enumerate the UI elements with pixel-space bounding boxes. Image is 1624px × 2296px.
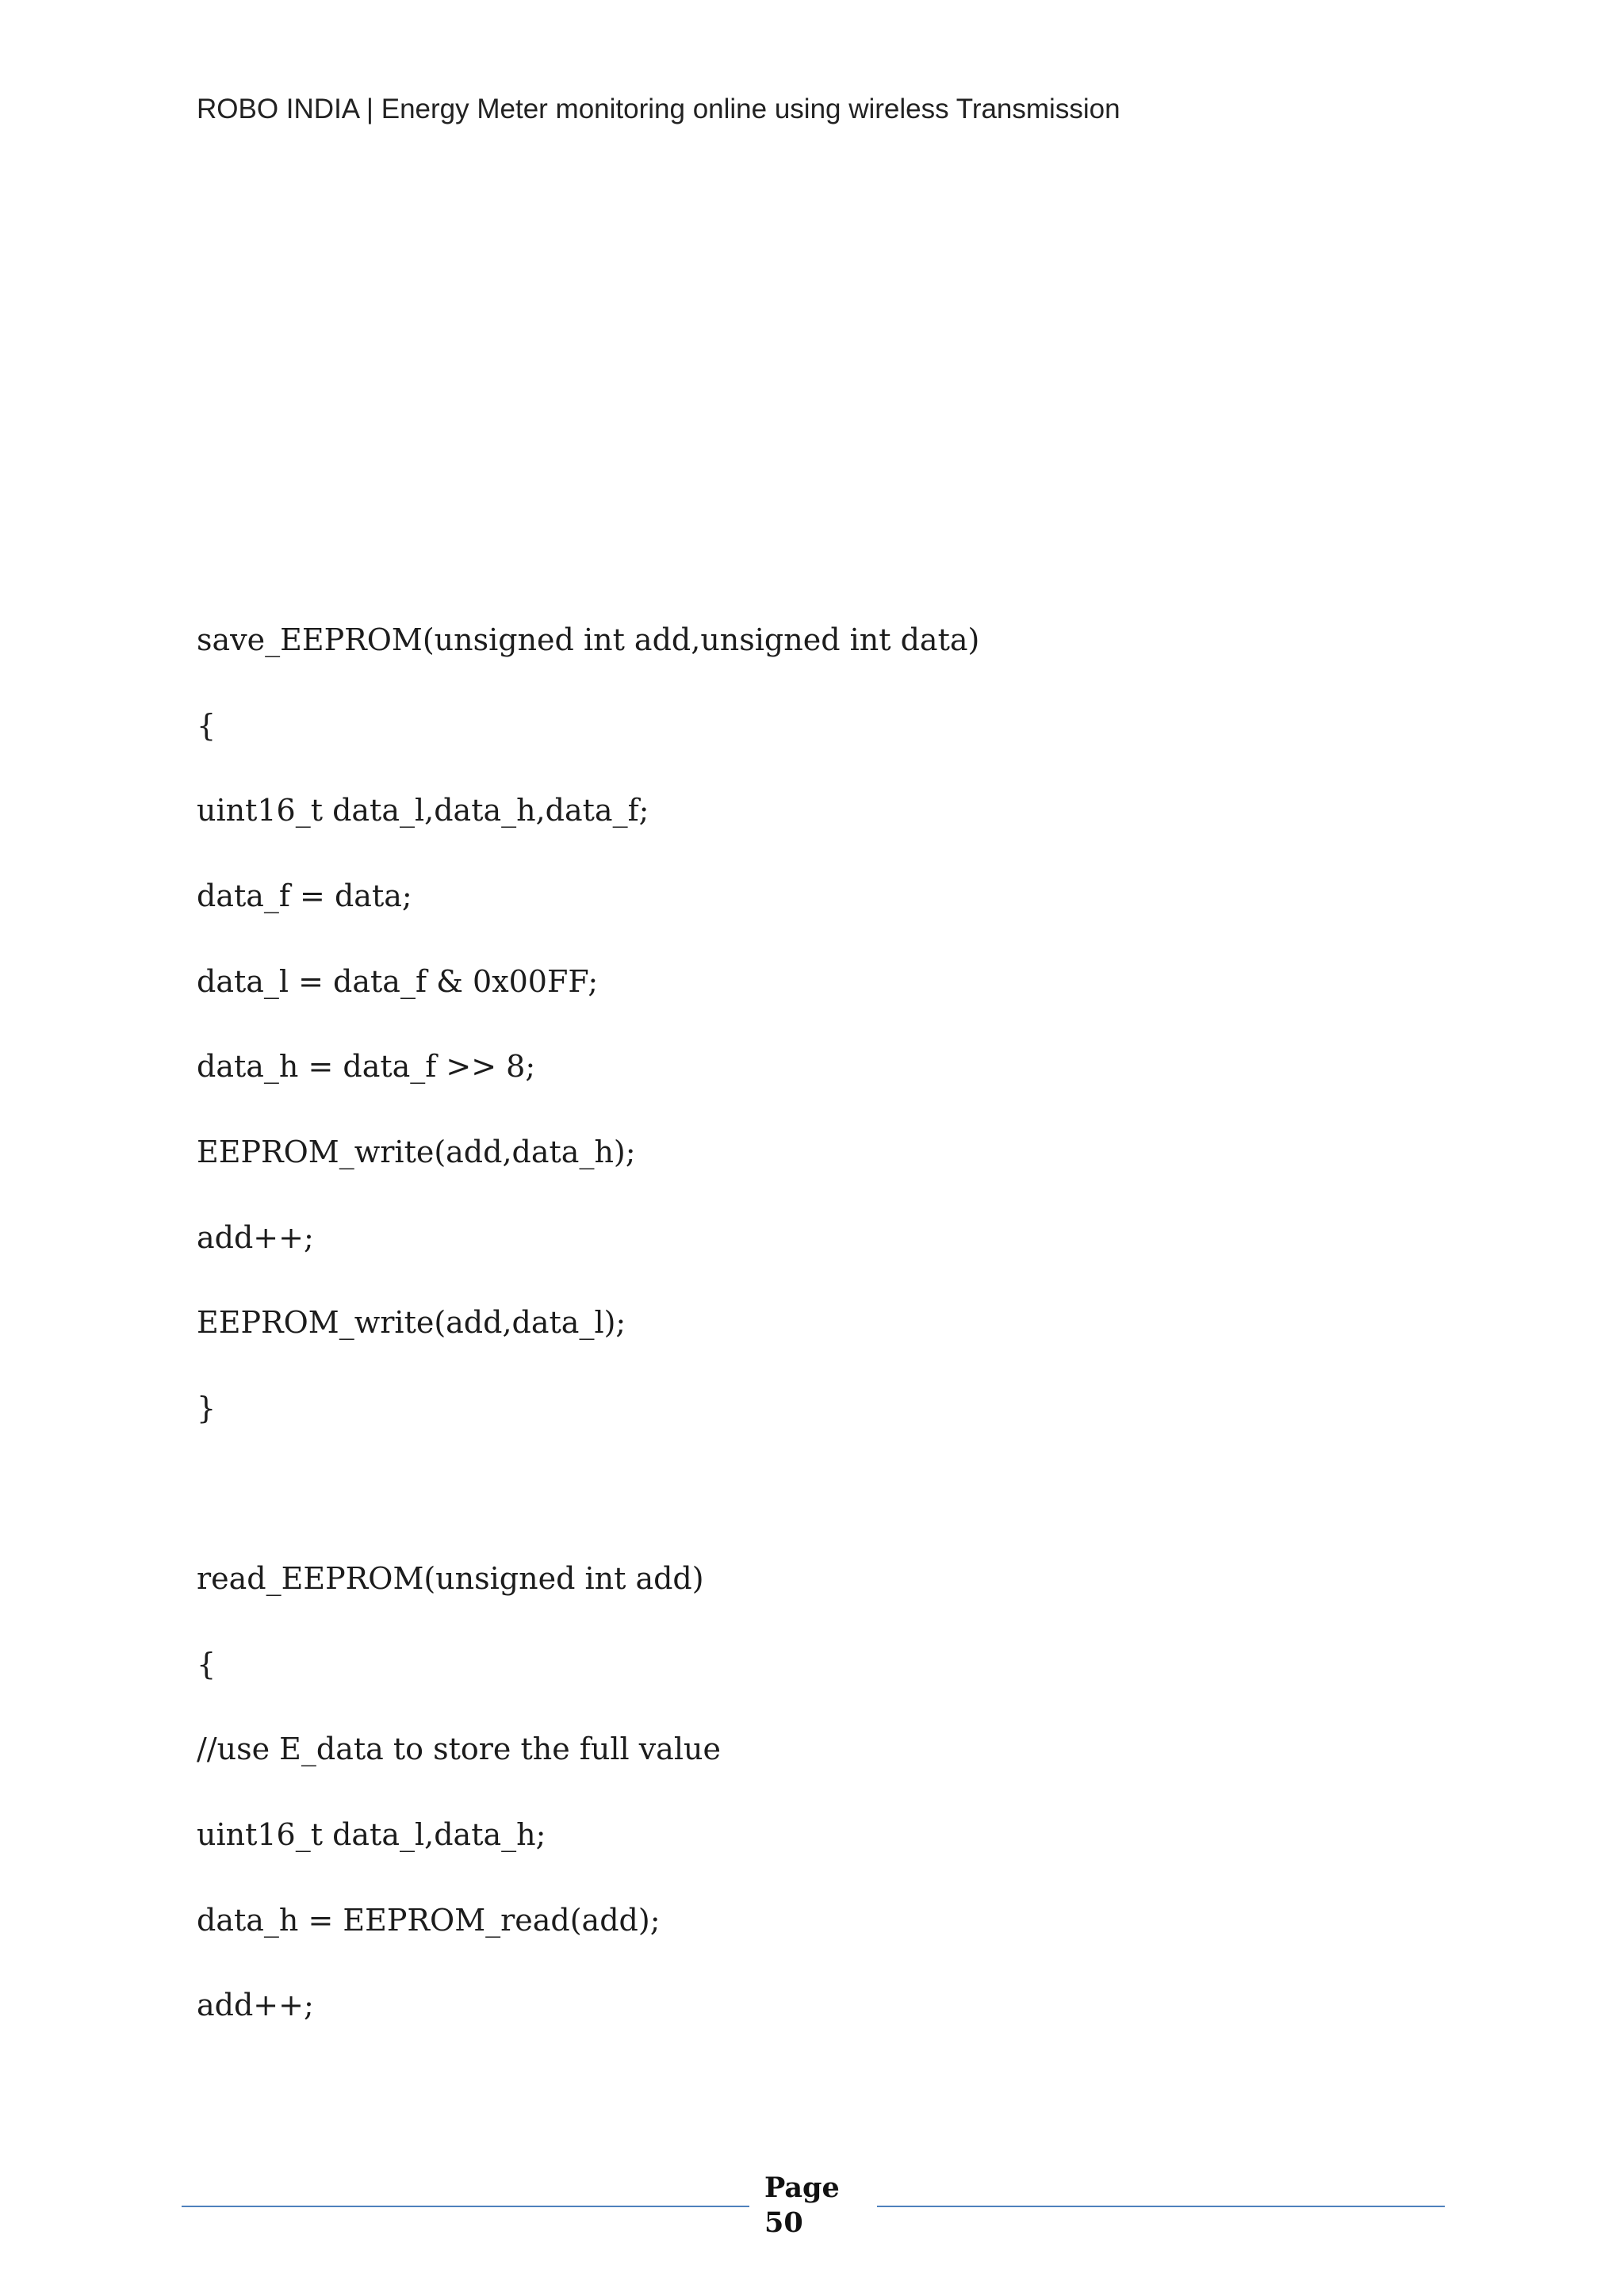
code-line: EEPROM_write(add,data_h); [197,1135,636,1169]
code-line: } [197,1391,216,1425]
code-line: data_l = data_f & 0x00FF; [197,964,599,999]
code-line: data_f = data; [197,878,412,913]
code-line: EEPROM_write(add,data_l); [197,1305,626,1340]
code-line: read_EEPROM(unsigned int add) [197,1561,704,1596]
code-line: add++; [197,1220,314,1255]
code-line: { [197,1647,216,1682]
code-line: data_h = data_f >> 8; [197,1049,536,1084]
page-number-label [764,2171,840,2241]
code-line: add++; [197,1988,314,2022]
page-footer [0,2164,1624,2239]
code-line: //use E_data to store the full value [197,1732,721,1766]
code-line: data_h = EEPROM_read(add); [197,1903,661,1938]
footer-rule-right [877,2206,1445,2207]
code-line: { [197,708,216,743]
page-number: 50 [764,2206,803,2239]
code-line: uint16_t data_l,data_h; [197,1817,546,1852]
running-header: ROBO INDIA | Energy Meter monitoring online using wireless Transmission [197,94,1120,124]
footer-rule-left [182,2206,749,2207]
page-word: Page [764,2172,840,2204]
code-line: save_EEPROM(unsigned int add,unsigned int data) [197,622,980,657]
code-line: uint16_t data_l,data_h,data_f; [197,793,649,828]
